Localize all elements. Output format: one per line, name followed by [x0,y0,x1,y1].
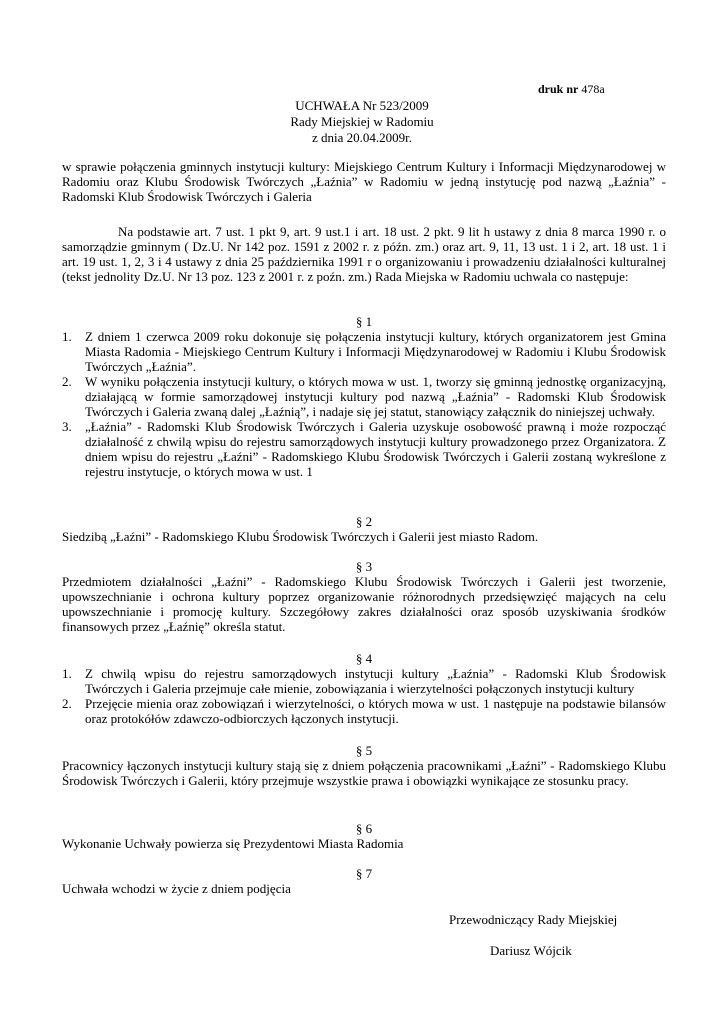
item-text: W wyniku połączenia instytucji kultury, o których mowa w ust. 1, tworzy się gminną jednostkę organizacyjną, działającą w formie samorządowej instytucji kultury pod nazwą „Łaźnia” - Radomski Klub Środowisk Twórczych i Galeria zwaną dalej „Łaźnią”, i nadaje się jej statut, stanowiący załącznik do niniejszej uchwały. [85,374,666,419]
print-number-label: druk nr [538,82,579,96]
section-3 [62,559,666,634]
section-4-list [62,666,666,726]
section-text: Uchwała wchodzi w życie z dniem podjęcia [62,881,291,896]
item-text: Przejęcie mienia oraz zobowiązań i wierzytelności, o których mowa w ust. 1 następuje na podstawie bilansów oraz protokółów zdawczo-odbiorczych łączonych instytucji. [85,696,666,726]
section-text: Wykonanie Uchwały powierza się Prezydentowi Miasta Radomia [62,836,404,851]
section-mark: § 7 [355,866,373,881]
section-text: Przedmiotem działalności „Łaźni” - Radomskiego Klubu Środowisk Twórczych i Galerii jest tworzenie, upowszechnianie i ochrona kultury poprzez organizowanie różnorodnych przedsięwzięć mających na celu upowszechnianie i promocję kultury. Szczegółowy zakres działalności oraz sposób uzyskiwania środków finansowych przez „Łaźnię” określa statut. [62,574,666,634]
resolution-title: UCHWAŁA Nr 523/2009 [295,98,429,113]
section-4 [62,651,666,726]
item-text: „Łaźnia” - Radomski Klub Środowisk Twórczych i Galeria uzyskuje osobowość prawną i może rozpocząć działalność z chwilą wpisu do rejestru samorządowych instytucji kultury prowadzonego przez Organizatora. Z dniem wpisu do rejestru „Łaźni” - Radomskiego Klubu Środowisk Twórczych i Galerii zostaną wykreślone z rejestru instytucje, o których mowa w ust. 1 [85,419,666,479]
print-number [538,82,605,97]
item-number: 1. [62,329,72,344]
resolution-subject: w sprawie połączenia gminnych instytucji kultury: Miejskiego Centrum Kultury i Informacji Międzynarodowej w Radomiu oraz Klubu Środowisk Twórczych „Łaźnia” w Radomiu w jedną instytucję pod nazwą „Łaźnia” - Radomski Klub Środowisk Twórczych i Galeria [62,159,666,204]
section-mark: § 5 [355,743,373,758]
section-mark: § 6 [355,821,373,836]
section-mark: § 2 [355,514,373,529]
section-text: Pracownicy łączonych instytucji kultury stają się z dniem połączenia pracownikami „Łaźni” - Radomskiego Klubu Środowisk Twórczych i Galerii, który przejmuje wszystkie prawa i obowiązki wynikające ze stosunku pracy. [62,758,666,788]
section-mark: § 3 [355,559,373,574]
list-item [62,696,666,726]
section-text: Siedzibą „Łaźni” - Radomskiego Klubu Środowisk Twórczych i Galerii jest miasto Radom. [62,529,539,544]
preamble: Na podstawie art. 7 ust. 1 pkt 9, art. 9 ust.1 i art. 18 ust. 2 pkt. 9 lit h ustawy z dnia 8 marca 1990 r. o samorządzie gminnym ( Dz.U. Nr 142 poz. 1591 z 2002 r. z późn. zm.) oraz art. 9, 11, 13 ust. 1 i 2, art. 18 ust. 1 i art. 19 ust. 1, 2, 3 i 4 ustawy z dnia 25 października 1991 r o organizowaniu i prowadzeniu działalności kulturalnej (tekst jednolity Dz.U. Nr 13 poz. 123 z 2001 r. z poźn. zm.) Rada Miejska w Radomiu uchwala co następuje: [62,224,666,284]
item-number: 1. [62,666,72,681]
item-text: Z dniem 1 czerwca 2009 roku dokonuje się połączenia instytucji kultury, których organizatorem jest Gmina Miasta Radomia - Miejskiego Centrum Kultury i Informacji Międzynarodowej w Radomiu i Klubu Środowisk Twórczych „Łaźnia”. [85,329,666,374]
item-number: 3. [62,419,72,434]
section-2 [62,514,666,544]
section-mark: § 4 [355,651,373,666]
item-text: Z chwilą wpisu do rejestru samorządowych instytucji kultury „Łaźnia” - Radomski Klub Środowisk Twórczych i Galeria przejmuje całe mienie, zobowiązania i wierzytelności połączonych instytucji kultury [85,666,666,696]
section-1-list [62,329,666,479]
item-number: 2. [62,374,72,389]
resolution-body: Rady Miejskiej w Radomiu [290,114,434,129]
section-5 [62,743,666,788]
signature-role: Przewodniczący Rady Miejskiej [449,912,618,927]
item-number: 2. [62,696,72,711]
section-7 [62,866,666,896]
section-mark: § 1 [355,314,373,329]
print-number-value: 478a [581,82,605,96]
list-item [62,329,666,374]
section-1 [62,314,666,479]
resolution-date: z dnia 20.04.2009r. [311,130,412,145]
list-item [62,419,666,479]
section-6 [62,821,666,851]
list-item [62,666,666,696]
list-item [62,374,666,419]
signature-name: Dariusz Wójcik [490,943,572,958]
